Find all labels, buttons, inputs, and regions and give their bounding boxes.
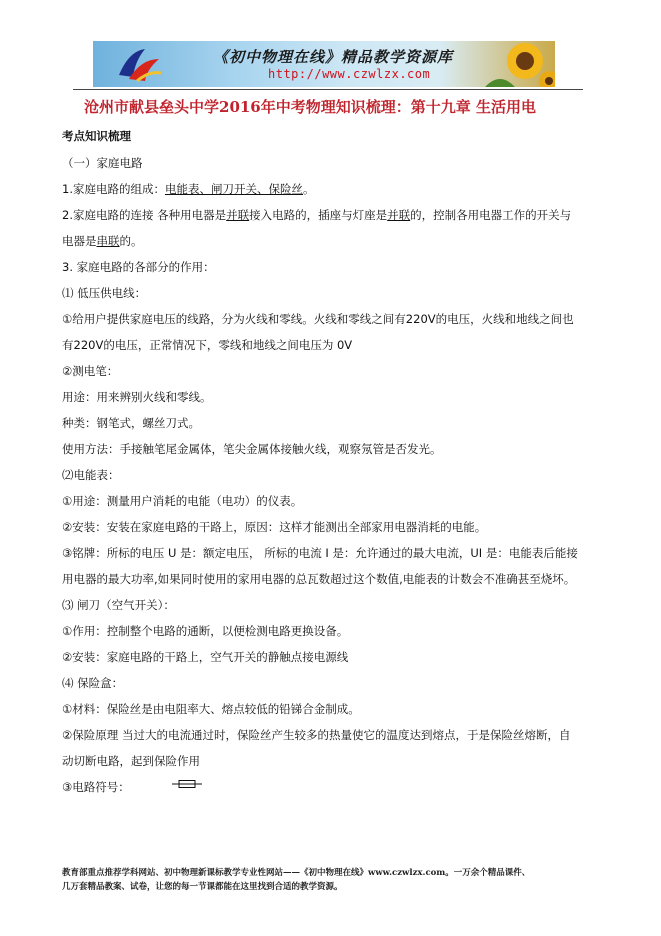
text-line: 动切断电路，起到保险作用	[62, 754, 200, 768]
underlined-answer: 并联	[387, 208, 411, 222]
banner-url[interactable]: http://www.czwlzx.com	[268, 67, 431, 81]
text-run: 的，控制各用电器工作的开关与	[410, 208, 572, 222]
footer-line: 几万套精品教案、试卷，让您的每一节课都能在这里找到合适的教学资源。	[62, 882, 343, 892]
text-line: ①作用：控制整个电路的通断，以便检测电路更换设备。	[62, 624, 349, 638]
footer-line: 教育部重点推荐学科网站、初中物理新课标教学专业性网站——《初中物理在线》www.czwlzx.com。一万余个精品课件、	[62, 868, 531, 878]
text-line: ①材料：保险丝是由电阻率大、熔点较低的铅锑合金制成。	[62, 702, 360, 716]
site-logo-icon	[115, 45, 163, 83]
text-line: ③电路符号：	[62, 780, 130, 794]
text-line: ⑶ 闸刀（空气开关）：	[62, 598, 175, 612]
underlined-answer: 电能表、闸刀开关、保险丝	[164, 182, 303, 196]
sunflower-icon	[485, 41, 555, 87]
text-line: ②安装：安装在家庭电路的干路上，原因：这样才能测出全部家用电器消耗的电能。	[62, 520, 487, 534]
fuse-symbol-icon	[172, 779, 202, 789]
page-footer	[62, 866, 602, 894]
header-rule	[73, 89, 583, 90]
text-line	[62, 233, 597, 249]
text-line: ③铭牌：所标的电压 U 是：额定电压， 所标的电流 I 是：允许通过的最大电流，UI 是：电能表后能接	[62, 546, 578, 560]
text-line: ①给用户提供家庭电压的线路，分为火线和零线。火线和零线之间有220V的电压，火线和地线之间也	[62, 312, 574, 326]
text-line: ②保险原理 当过大的电流通过时，保险丝产生较多的热量使它的温度达到熔点，于是保险丝熔断，自	[62, 728, 571, 742]
text-line: 用电器的最大功率,如果同时使用的家用电器的总瓦数超过这个数值,电能表的计数会不准确甚至烧坏。	[62, 572, 576, 586]
text-run: 接入电路的，插座与灯座是	[249, 208, 388, 222]
text-line: ⑴ 低压供电线：	[62, 286, 147, 300]
text-run: 。	[302, 182, 315, 196]
text-run: 的。	[119, 234, 143, 248]
text-line: 使用方法：手接触笔尾金属体，笔尖金属体接触火线，观察氖管是否发光。	[62, 442, 442, 456]
banner-slogan: 《初中物理在线》精品教学资源库	[213, 48, 454, 66]
text-line: 有220V的电压，正常情况下，零线和地线之间电压为 0V	[62, 338, 353, 352]
text-line	[62, 181, 597, 197]
text-line: 3. 家庭电路的各部分的作用：	[62, 260, 215, 274]
underlined-answer: 串联	[96, 234, 120, 248]
text-line: ②安装：家庭电路的干路上，空气开关的静触点接电源线	[62, 650, 349, 664]
text-run: 2.家庭电路的连接 各种用电器是	[62, 208, 227, 222]
text-line: ⑷ 保险盒：	[62, 676, 124, 690]
text-line: （一）家庭电路	[62, 156, 143, 170]
text-line: ①用途：测量用户消耗的电能（电功）的仪表。	[62, 494, 303, 508]
text-line: 种类：钢笔式，螺丝刀式。	[62, 416, 200, 430]
underlined-answer: 并联	[226, 208, 250, 222]
text-line: ⑵电能表：	[62, 468, 120, 482]
section-heading: 考点知识梳理	[62, 129, 131, 143]
text-line: 用途：用来辨别火线和零线。	[62, 390, 212, 404]
text-run: 1.家庭电路的组成：	[62, 182, 165, 196]
text-run: 电器是	[62, 234, 97, 248]
text-line	[62, 207, 597, 223]
page-title: 沧州市献县垒头中学2016年中考物理知识梳理：第十九章 生活用电	[84, 98, 536, 116]
text-line: ②测电笔：	[62, 364, 119, 378]
header-banner	[93, 41, 555, 87]
